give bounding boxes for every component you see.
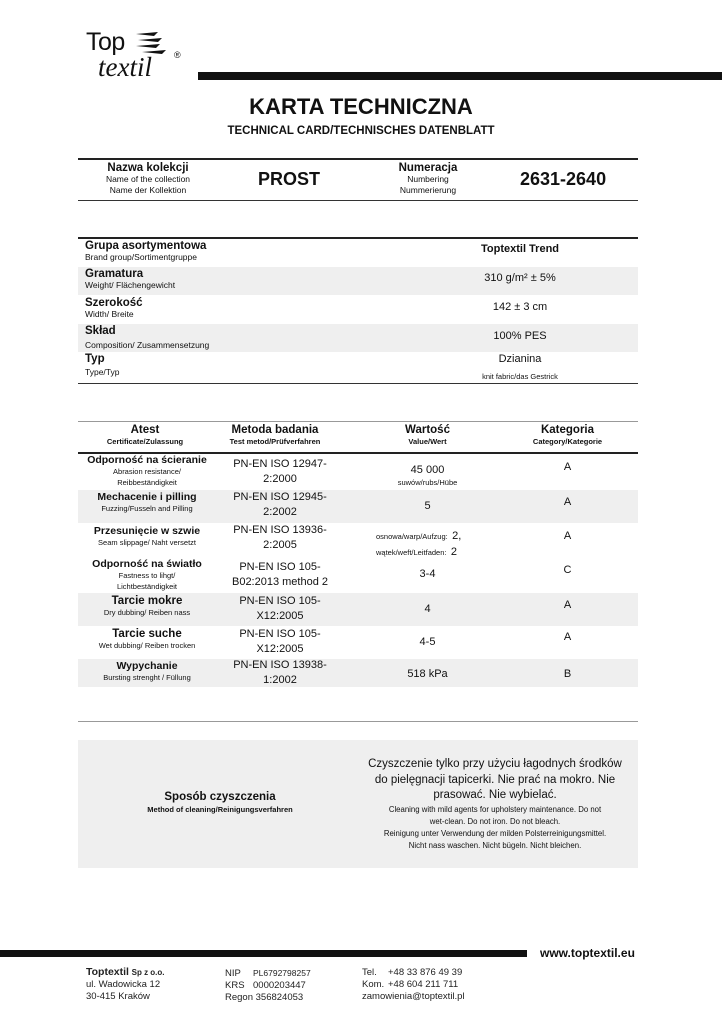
collection-value: PROST (258, 169, 321, 189)
col-header-label: Metoda badania (231, 424, 319, 436)
test-category: A (563, 631, 572, 643)
col-header-sublabel: Value/Wert (408, 437, 447, 446)
spec-value: Dzianina (498, 353, 542, 365)
test-value: 3-4 (419, 568, 436, 580)
test-name: Przesunięcie w szwie (93, 525, 201, 537)
cleaning-label: Sposób czyszczenia (164, 791, 276, 803)
collection-label-en: Name of the collection (105, 174, 191, 184)
numbering-label-de: Nummerierung (399, 185, 457, 195)
test-row (80, 595, 214, 618)
numbering-label: Numeracja (398, 162, 458, 174)
footer-contact (362, 967, 465, 1003)
test-category: C (563, 564, 572, 576)
numbering-label-en: Numbering (407, 174, 449, 184)
spec-value: 142 ± 3 cm (492, 301, 548, 313)
spec-label: Szerokość (85, 297, 143, 309)
test-category: B (563, 668, 572, 680)
cleaning-label-block (80, 791, 360, 815)
test-name: Wypychanie (116, 660, 178, 672)
test-name: Tarcie mokre (111, 595, 183, 607)
spec-label: Skład (85, 325, 116, 337)
logo-text-top: Top (86, 28, 125, 56)
test-method-line: PN-EN ISO 13938- (233, 659, 327, 671)
header-bar (198, 72, 722, 80)
test-method-line: B02:2013 method 2 (231, 576, 329, 588)
cleaning-sublabel: Method of cleaning/Reinigungsverfahren (147, 805, 293, 814)
warp-value: 2, (452, 530, 462, 542)
cleaning-en-line: wet-clean. Do not iron. Do not bleach. (429, 816, 561, 826)
regon-value: 356824053 (255, 992, 304, 1003)
test-method-line: PN-EN ISO 12947- (233, 458, 327, 470)
weft-value: 2 (450, 546, 458, 558)
test-value: 5 (424, 500, 431, 512)
regon-label: Regon (225, 992, 253, 1003)
spec-sublabel: Brand group/Sortimentgruppe (85, 252, 197, 262)
test-value-sub: suwów/rubs/Hübe (397, 478, 458, 487)
test-value-weft (376, 542, 457, 560)
collection-label-de: Name der Kollektion (109, 185, 187, 195)
col-header-method (220, 424, 330, 447)
footer-address (86, 966, 165, 1003)
test-method (220, 523, 340, 553)
test-row (80, 660, 214, 683)
test-method (220, 627, 340, 657)
test-row (80, 628, 214, 651)
nip-label: NIP (225, 968, 241, 979)
company-logo (86, 26, 196, 86)
spec-value: 100% PES (493, 330, 547, 342)
cleaning-instructions (350, 757, 640, 852)
spec-label: Grupa asortymentowa (85, 240, 207, 252)
test-method (220, 594, 340, 624)
test-row (80, 525, 214, 548)
test-method-line: PN-EN ISO 12945- (233, 491, 327, 503)
tel-value[interactable]: +48 33 876 49 39 (388, 967, 463, 978)
col-header-label: Atest (130, 424, 160, 436)
spec-sublabel: Composition/ Zusammensetzung (85, 340, 210, 350)
divider (78, 158, 638, 160)
spec-row (85, 240, 206, 263)
numbering-value: 2631-2640 (520, 169, 607, 189)
spec-label: Gramatura (85, 268, 144, 280)
city: 30-415 Kraków (86, 991, 150, 1002)
test-method (210, 560, 350, 590)
test-value: 4 (424, 603, 431, 615)
test-row (80, 454, 214, 488)
spec-value: Toptextil Trend (480, 243, 560, 255)
test-sublabel: Seam slippage/ Naht versetzt (98, 538, 196, 547)
spec-row (85, 353, 120, 378)
test-method (220, 490, 340, 520)
test-sublabel: Wet dubbing/ Reiben trocken (98, 641, 196, 650)
cleaning-pl-line: do pielęgnacji tapicerki. Nie prać na mokro. Nie (374, 773, 616, 786)
cleaning-de-line: Nicht nass waschen. Nicht bügeln. Nicht bleichen. (408, 840, 582, 850)
test-category: A (563, 599, 572, 611)
col-header-label: Wartość (405, 424, 450, 436)
company-name: Toptextil (86, 966, 129, 978)
test-sublabel: Lichtbeständigkeit (116, 582, 178, 591)
test-sublabel: Fuzzing/Fusseln and Pilling (101, 504, 193, 513)
test-method-line: PN-EN ISO 105- (239, 595, 321, 607)
col-header-sublabel: Category/Kategorie (532, 437, 603, 446)
divider (78, 421, 638, 422)
spec-value: 310 g/m² ± 5% (484, 272, 556, 284)
test-method-line: 2:2005 (263, 539, 297, 551)
col-header-sublabel: Test metod/Prüfverfahren (229, 437, 321, 446)
test-sublabel: Abrasion resistance/ (113, 467, 181, 476)
street: ul. Wadowicka 12 (86, 979, 161, 990)
test-value: 518 kPa (407, 668, 448, 680)
test-sublabel: Bursting strenght / Füllung (103, 673, 191, 682)
test-sublabel: Reibbeständigkeit (117, 478, 177, 487)
cleaning-de-line: Reinigung unter Verwendung der milden Polsterreinigungsmittel. (383, 828, 607, 838)
test-row (80, 558, 214, 592)
test-method-line: 2:2002 (263, 506, 297, 518)
test-method-line: 1:2002 (263, 674, 297, 686)
col-header-sublabel: Certificate/Zulassung (106, 437, 184, 446)
test-method (220, 658, 340, 688)
company-suffix: Sp z o.o. (131, 968, 165, 977)
test-sublabel: Fastness to lihgt/ (118, 571, 176, 580)
spec-sublabel: Type/Typ (85, 367, 120, 377)
document-subtitle: TECHNICAL CARD/TECHNISCHES DATENBLATT (227, 125, 495, 137)
test-name: Mechacenie i pilling (97, 491, 197, 503)
test-value: 4-5 (419, 636, 436, 648)
collection-label: Nazwa kolekcji (107, 162, 189, 174)
cleaning-en-line: Cleaning with mild agents for upholstery maintenance. Do not (388, 804, 602, 814)
col-header-category (500, 424, 635, 447)
kom-value[interactable]: +48 604 211 711 (388, 979, 459, 990)
test-sublabel: Dry dubbing/ Reiben nass (103, 608, 191, 617)
col-header-value (360, 424, 495, 447)
test-method (220, 457, 340, 487)
test-row (80, 491, 214, 514)
warp-label: osnowa/warp/Aufzug: (376, 532, 448, 541)
kom-label: Kom. (362, 979, 385, 990)
logo-text-bottom: textil (98, 52, 152, 82)
divider (78, 237, 638, 239)
krs-value: 0000203447 (253, 980, 306, 991)
test-category: A (563, 496, 572, 508)
spec-row (85, 297, 143, 320)
test-name: Tarcie suche (112, 628, 182, 640)
test-method-line: 2:2000 (263, 473, 297, 485)
footer-registration (225, 967, 311, 1004)
tel-label: Tel. (362, 967, 377, 978)
spec-row (85, 268, 175, 291)
krs-label: KRS (225, 980, 245, 991)
document-title: KARTA TECHNICZNA (249, 94, 473, 119)
email-link[interactable]: zamowienia@toptextil.pl (362, 991, 465, 1002)
test-name: Odporność na światło (92, 558, 202, 570)
cleaning-pl-line: Czyszczenie tylko przy użyciu łagodnych środków (368, 758, 622, 770)
website-link[interactable]: www.toptextil.eu (540, 946, 635, 960)
test-name: Odporność na ścieranie (87, 454, 207, 466)
nip-value: PL6792798257 (253, 968, 311, 978)
test-method-line: PN-EN ISO 105- (239, 628, 321, 640)
test-value: 45 000 (410, 464, 445, 476)
test-method-line: X12:2005 (256, 610, 304, 622)
spec-label: Typ (85, 353, 105, 365)
cleaning-pl-line: prasować. Nie wybielać. (433, 789, 557, 801)
col-header-label: Kategoria (540, 424, 595, 436)
spec-value-sub: knit fabric/das Gestrick (482, 372, 558, 381)
collection-label-block (78, 162, 218, 196)
footer-bar (0, 950, 527, 957)
test-category: A (563, 530, 572, 542)
test-method-line: PN-EN ISO 105- (239, 561, 321, 573)
divider (78, 721, 638, 722)
test-method-line: X12:2005 (256, 643, 304, 655)
spec-sublabel: Width/ Breite (85, 309, 134, 319)
divider (78, 200, 638, 201)
divider (78, 383, 638, 384)
numbering-label-block (366, 162, 490, 196)
col-header-atest (80, 424, 210, 447)
logo-registered-mark: ® (174, 50, 181, 60)
spec-row (85, 325, 209, 351)
weft-label: wątek/weft/Leitfaden: (376, 548, 447, 557)
test-method-line: PN-EN ISO 13936- (233, 524, 327, 536)
spec-sublabel: Weight/ Flächengewicht (85, 280, 176, 290)
test-category: A (563, 461, 572, 473)
